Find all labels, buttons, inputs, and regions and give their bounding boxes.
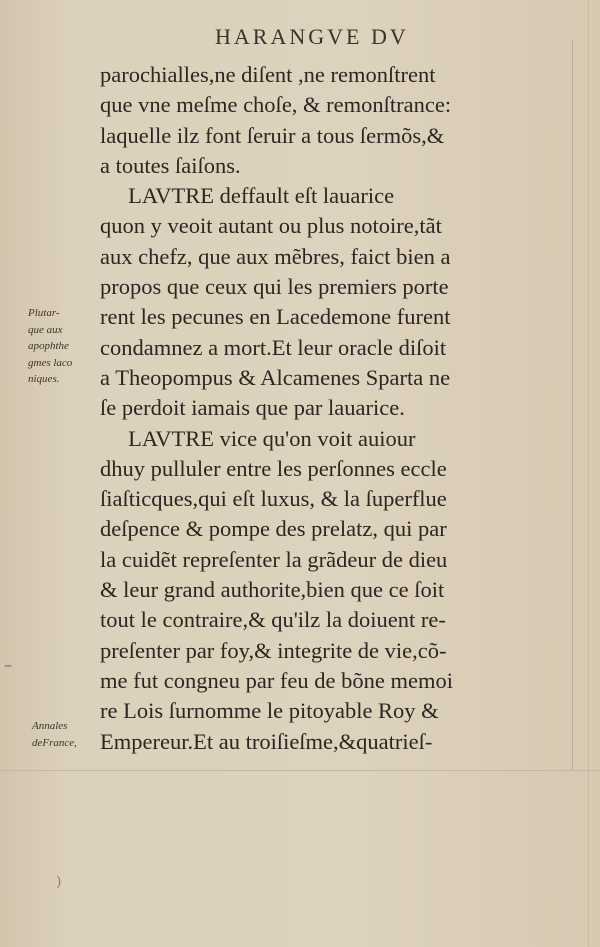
text-line: me fut congneu par feu de bõne memoi <box>100 667 454 693</box>
margin-note-line: niques. <box>28 373 60 385</box>
text-line: la cuidẽt repreſenter la grãdeur de dieu <box>100 546 448 572</box>
page-bottom-rule <box>0 770 600 771</box>
margin-note-line: apophthe <box>28 340 69 352</box>
text-line: rent les pecunes en Lacedemone furent <box>100 304 451 330</box>
text-line: parochialles,ne diſent ,ne remonſtrent <box>100 62 436 87</box>
margin-note-line: Annales <box>32 720 68 732</box>
text-line: laquelle ilz font ſeruir a tous ſermõs,& <box>100 122 445 148</box>
bleed-through-mark: ) <box>56 874 62 890</box>
right-page-edge <box>572 40 573 770</box>
text-line: a Theopompus & Alcamenes Sparta ne <box>100 364 451 390</box>
margin-note-line: deFrance, <box>32 736 77 749</box>
text-line: ſiaſticques,qui eſt luxus, & la ſuperflue <box>100 486 447 512</box>
margin-note-line: gmes laco <box>28 356 73 369</box>
margin-note-annales <box>32 718 77 751</box>
text-line: tout le contraire,& qu'ilz la doiuent re- <box>100 607 446 633</box>
text-line: re Lois ſurnomme le pitoyable Roy & <box>100 698 439 724</box>
text-line: aux chefz, que aux mẽbres, faict bien a <box>100 243 451 269</box>
text-line: a toutes ſaiſons. <box>100 152 241 178</box>
text-line: que vne meſme choſe, & remonſtrance: <box>100 92 452 118</box>
text-line: LAVTRE vice qu'on voit auiour <box>100 425 416 451</box>
body-text <box>100 60 570 757</box>
text-line: dhuy pulluler entre les perſonnes eccle <box>100 455 447 481</box>
margin-dash-mark: – <box>4 655 12 674</box>
margin-note-line: Plutar- <box>28 307 60 319</box>
text-line: LAVTRE deffault eſt lauarice <box>100 183 395 209</box>
text-line: quon y veoit autant ou plus notoire,tãt <box>100 213 442 239</box>
text-line: ſe perdoit iamais que par lauarice. <box>100 395 405 421</box>
running-header: HARANGVE DV <box>215 24 409 49</box>
right-page-edge-outer <box>588 0 589 947</box>
text-line: & leur grand authorite,bien que ce ſoit <box>100 577 445 603</box>
text-line: deſpence & pompe des prelatz, qui par <box>100 516 447 542</box>
text-line: preſenter par foy,& integrite de vie,cõ- <box>100 637 447 663</box>
text-line: condamnez a mort.Et leur oracle diſoit <box>100 334 447 360</box>
text-line: propos que ceux qui les premiers porte <box>100 274 449 300</box>
text-line: Empereur.Et au troiſieſme,&quatrieſ- <box>100 728 433 754</box>
margin-note-plutarque <box>28 305 72 388</box>
margin-note-line: que aux <box>28 323 63 336</box>
